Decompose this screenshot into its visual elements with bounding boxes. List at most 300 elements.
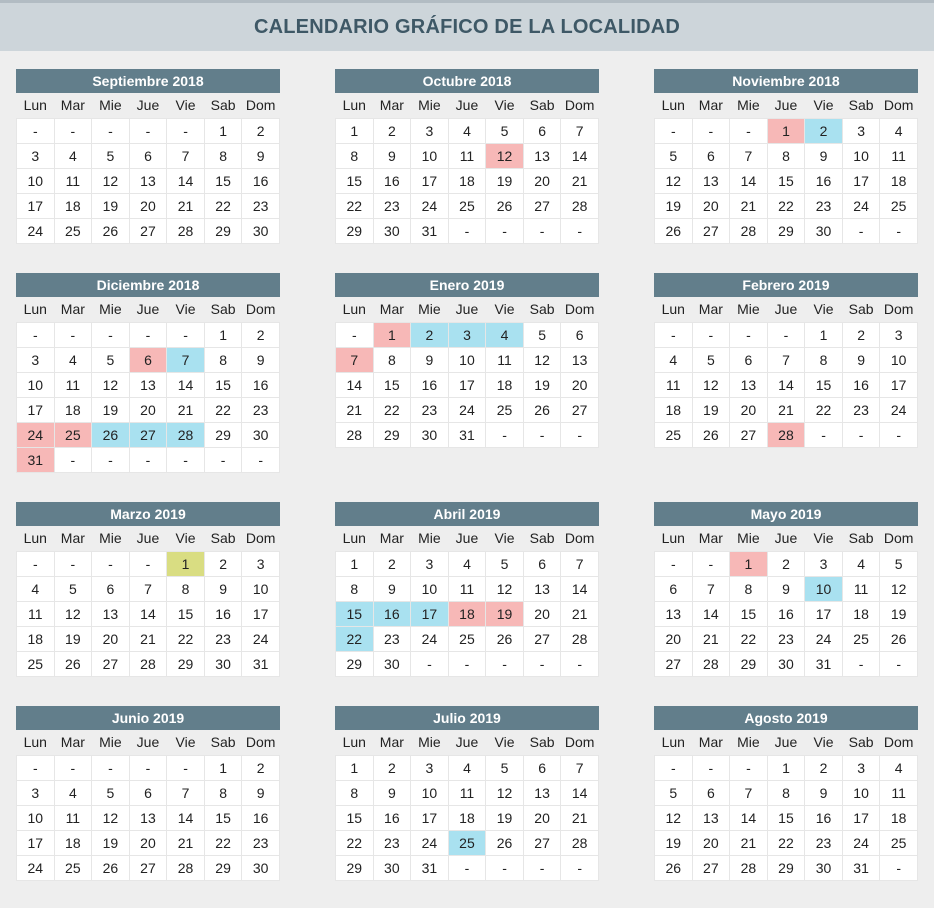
month-title: Mayo 2019 xyxy=(654,502,918,526)
weekday-label: Vie xyxy=(805,297,843,322)
day-cell: 8 xyxy=(336,780,374,805)
weekday-label: Sab xyxy=(842,730,880,755)
day-cell: 12 xyxy=(655,168,693,193)
empty-day-cell: - xyxy=(92,755,130,780)
day-cell: 15 xyxy=(373,372,411,397)
week-row xyxy=(655,168,918,193)
day-cell: 6 xyxy=(655,576,693,601)
week-row xyxy=(17,322,280,347)
week-row xyxy=(655,218,918,243)
day-cell: 4 xyxy=(880,118,918,143)
day-cell: 11 xyxy=(880,143,918,168)
weekday-label: Mar xyxy=(54,730,92,755)
day-cell: 17 xyxy=(842,805,880,830)
week-row xyxy=(17,805,280,830)
day-cell: 3 xyxy=(880,322,918,347)
day-cell: 17 xyxy=(448,372,486,397)
month-table xyxy=(16,297,280,473)
day-cell: 18 xyxy=(448,601,486,626)
day-cell: 8 xyxy=(730,576,768,601)
day-cell: 7 xyxy=(167,347,205,372)
empty-day-cell: - xyxy=(411,651,449,676)
day-cell: 2 xyxy=(242,755,280,780)
weekday-label: Vie xyxy=(805,526,843,551)
day-cell: 6 xyxy=(129,780,167,805)
weekday-label: Dom xyxy=(880,93,918,118)
week-row xyxy=(336,168,599,193)
week-row xyxy=(17,576,280,601)
day-cell: 17 xyxy=(242,601,280,626)
day-cell: 28 xyxy=(730,855,768,880)
day-cell: 20 xyxy=(129,397,167,422)
day-cell: 30 xyxy=(805,855,843,880)
week-row xyxy=(336,626,599,651)
day-cell: 10 xyxy=(242,576,280,601)
day-cell: 18 xyxy=(54,397,92,422)
day-cell: 26 xyxy=(880,626,918,651)
day-cell: 5 xyxy=(523,322,561,347)
day-cell: 21 xyxy=(692,626,730,651)
week-row xyxy=(655,193,918,218)
month-calendar xyxy=(16,69,280,244)
day-cell: 28 xyxy=(561,626,599,651)
empty-day-cell: - xyxy=(880,651,918,676)
day-cell: 14 xyxy=(561,143,599,168)
day-cell: 19 xyxy=(486,601,524,626)
weekday-label: Mar xyxy=(54,526,92,551)
weekday-label: Dom xyxy=(880,730,918,755)
week-row xyxy=(17,143,280,168)
day-cell: 23 xyxy=(805,830,843,855)
day-cell: 30 xyxy=(411,422,449,447)
day-cell: 3 xyxy=(448,322,486,347)
weekday-label: Mie xyxy=(730,297,768,322)
day-cell: 6 xyxy=(523,118,561,143)
day-cell: 24 xyxy=(17,855,55,880)
weekday-label: Vie xyxy=(805,93,843,118)
day-cell: 2 xyxy=(204,551,242,576)
day-cell: 1 xyxy=(336,551,374,576)
empty-day-cell: - xyxy=(730,322,768,347)
day-cell: 17 xyxy=(805,601,843,626)
month-table xyxy=(335,730,599,881)
day-cell: 3 xyxy=(411,755,449,780)
week-row xyxy=(17,218,280,243)
month-table xyxy=(16,526,280,677)
day-cell: 7 xyxy=(561,755,599,780)
day-cell: 11 xyxy=(655,372,693,397)
day-cell: 16 xyxy=(805,168,843,193)
weekday-label: Jue xyxy=(129,730,167,755)
empty-day-cell: - xyxy=(561,218,599,243)
empty-day-cell: - xyxy=(655,755,693,780)
week-row xyxy=(336,651,599,676)
weekday-label: Mar xyxy=(692,93,730,118)
week-row xyxy=(336,601,599,626)
day-cell: 20 xyxy=(129,193,167,218)
day-cell: 18 xyxy=(54,830,92,855)
day-cell: 27 xyxy=(730,422,768,447)
day-cell: 20 xyxy=(730,397,768,422)
weekday-label: Lun xyxy=(655,730,693,755)
day-cell: 18 xyxy=(880,168,918,193)
weekday-label: Sab xyxy=(204,297,242,322)
day-cell: 1 xyxy=(336,118,374,143)
day-cell: 21 xyxy=(167,830,205,855)
weekday-label: Jue xyxy=(129,297,167,322)
weekday-label: Lun xyxy=(655,93,693,118)
month-table xyxy=(16,730,280,881)
day-cell: 24 xyxy=(17,218,55,243)
day-cell: 14 xyxy=(692,601,730,626)
week-row xyxy=(17,855,280,880)
day-cell: 20 xyxy=(129,830,167,855)
month-title: Febrero 2019 xyxy=(654,273,918,297)
day-cell: 11 xyxy=(17,601,55,626)
day-cell: 5 xyxy=(692,347,730,372)
week-row xyxy=(655,855,918,880)
week-row xyxy=(336,855,599,880)
day-cell: 27 xyxy=(655,651,693,676)
weekday-label: Mie xyxy=(411,93,449,118)
week-row xyxy=(655,576,918,601)
week-row xyxy=(17,397,280,422)
weekday-label: Jue xyxy=(767,730,805,755)
weekday-label: Dom xyxy=(880,526,918,551)
month-table xyxy=(16,93,280,244)
weekday-label: Dom xyxy=(242,526,280,551)
week-row xyxy=(17,447,280,472)
empty-day-cell: - xyxy=(129,551,167,576)
weekday-label: Sab xyxy=(523,297,561,322)
day-cell: 19 xyxy=(655,193,693,218)
week-row xyxy=(655,322,918,347)
empty-day-cell: - xyxy=(486,651,524,676)
day-cell: 26 xyxy=(92,422,130,447)
day-cell: 31 xyxy=(411,855,449,880)
day-cell: 19 xyxy=(880,601,918,626)
weekday-label: Mie xyxy=(411,526,449,551)
day-cell: 23 xyxy=(842,397,880,422)
empty-day-cell: - xyxy=(842,422,880,447)
day-cell: 16 xyxy=(204,601,242,626)
day-cell: 28 xyxy=(167,218,205,243)
empty-day-cell: - xyxy=(54,322,92,347)
week-row xyxy=(17,830,280,855)
day-cell: 28 xyxy=(167,422,205,447)
day-cell: 18 xyxy=(842,601,880,626)
day-cell: 22 xyxy=(167,626,205,651)
empty-day-cell: - xyxy=(17,118,55,143)
day-cell: 5 xyxy=(486,118,524,143)
day-cell: 26 xyxy=(54,651,92,676)
weekday-label: Dom xyxy=(561,297,599,322)
empty-day-cell: - xyxy=(54,551,92,576)
day-cell: 11 xyxy=(54,168,92,193)
weekday-label: Jue xyxy=(767,297,805,322)
day-cell: 4 xyxy=(486,322,524,347)
month-calendar xyxy=(335,69,599,244)
day-cell: 15 xyxy=(204,168,242,193)
day-cell: 9 xyxy=(242,780,280,805)
empty-day-cell: - xyxy=(17,551,55,576)
weekday-header-row xyxy=(655,730,918,755)
day-cell: 9 xyxy=(842,347,880,372)
day-cell: 28 xyxy=(561,193,599,218)
empty-day-cell: - xyxy=(129,322,167,347)
week-row xyxy=(655,118,918,143)
day-cell: 30 xyxy=(242,218,280,243)
empty-day-cell: - xyxy=(561,651,599,676)
day-cell: 22 xyxy=(373,397,411,422)
day-cell: 24 xyxy=(880,397,918,422)
day-cell: 13 xyxy=(129,168,167,193)
day-cell: 7 xyxy=(561,551,599,576)
empty-day-cell: - xyxy=(92,551,130,576)
day-cell: 18 xyxy=(486,372,524,397)
day-cell: 10 xyxy=(842,780,880,805)
empty-day-cell: - xyxy=(730,118,768,143)
day-cell: 21 xyxy=(730,193,768,218)
day-cell: 4 xyxy=(54,143,92,168)
empty-day-cell: - xyxy=(561,855,599,880)
week-row xyxy=(17,347,280,372)
day-cell: 11 xyxy=(880,780,918,805)
day-cell: 7 xyxy=(167,143,205,168)
day-cell: 20 xyxy=(92,626,130,651)
weekday-header-row xyxy=(17,93,280,118)
empty-day-cell: - xyxy=(448,855,486,880)
day-cell: 24 xyxy=(411,193,449,218)
weekday-label: Jue xyxy=(448,730,486,755)
month-calendar xyxy=(16,706,280,881)
day-cell: 30 xyxy=(373,651,411,676)
day-cell: 24 xyxy=(842,193,880,218)
month-title: Diciembre 2018 xyxy=(16,273,280,297)
day-cell: 18 xyxy=(880,805,918,830)
month-table xyxy=(654,93,918,244)
day-cell: 27 xyxy=(523,193,561,218)
day-cell: 14 xyxy=(730,168,768,193)
day-cell: 30 xyxy=(242,855,280,880)
weekday-label: Mie xyxy=(92,93,130,118)
day-cell: 10 xyxy=(448,347,486,372)
day-cell: 7 xyxy=(692,576,730,601)
day-cell: 13 xyxy=(730,372,768,397)
month-title: Junio 2019 xyxy=(16,706,280,730)
day-cell: 11 xyxy=(448,576,486,601)
day-cell: 30 xyxy=(805,218,843,243)
month-table xyxy=(335,297,599,448)
day-cell: 17 xyxy=(17,830,55,855)
day-cell: 12 xyxy=(92,168,130,193)
week-row xyxy=(336,576,599,601)
day-cell: 28 xyxy=(692,651,730,676)
month-title: Marzo 2019 xyxy=(16,502,280,526)
week-row xyxy=(17,372,280,397)
day-cell: 4 xyxy=(54,347,92,372)
day-cell: 26 xyxy=(692,422,730,447)
day-cell: 15 xyxy=(767,168,805,193)
weekday-label: Mar xyxy=(692,297,730,322)
day-cell: 12 xyxy=(486,576,524,601)
weekday-label: Dom xyxy=(561,93,599,118)
weekday-label: Lun xyxy=(17,93,55,118)
weekday-header-row xyxy=(655,526,918,551)
month-table xyxy=(654,526,918,677)
day-cell: 20 xyxy=(655,626,693,651)
page-title: CALENDARIO GRÁFICO DE LA LOCALIDAD xyxy=(253,15,681,38)
day-cell: 15 xyxy=(336,168,374,193)
weekday-label: Jue xyxy=(129,526,167,551)
week-row xyxy=(17,168,280,193)
day-cell: 13 xyxy=(129,372,167,397)
day-cell: 10 xyxy=(17,168,55,193)
day-cell: 17 xyxy=(411,805,449,830)
day-cell: 14 xyxy=(561,780,599,805)
day-cell: 27 xyxy=(692,855,730,880)
day-cell: 13 xyxy=(129,805,167,830)
month-table xyxy=(654,730,918,881)
day-cell: 9 xyxy=(411,347,449,372)
month-table xyxy=(654,297,918,448)
week-row xyxy=(655,551,918,576)
day-cell: 16 xyxy=(242,372,280,397)
weekday-label: Dom xyxy=(242,93,280,118)
day-cell: 7 xyxy=(730,780,768,805)
day-cell: 2 xyxy=(805,755,843,780)
day-cell: 18 xyxy=(17,626,55,651)
empty-day-cell: - xyxy=(17,755,55,780)
day-cell: 22 xyxy=(767,193,805,218)
weekday-label: Vie xyxy=(167,297,205,322)
weekday-label: Lun xyxy=(17,297,55,322)
day-cell: 21 xyxy=(129,626,167,651)
day-cell: 21 xyxy=(730,830,768,855)
week-row xyxy=(17,551,280,576)
day-cell: 3 xyxy=(842,118,880,143)
day-cell: 6 xyxy=(561,322,599,347)
day-cell: 1 xyxy=(805,322,843,347)
day-cell: 9 xyxy=(767,576,805,601)
day-cell: 24 xyxy=(411,830,449,855)
day-cell: 3 xyxy=(17,780,55,805)
day-cell: 26 xyxy=(486,193,524,218)
empty-day-cell: - xyxy=(880,855,918,880)
month-title: Noviembre 2018 xyxy=(654,69,918,93)
week-row xyxy=(336,551,599,576)
weekday-label: Vie xyxy=(805,730,843,755)
day-cell: 21 xyxy=(561,168,599,193)
day-cell: 22 xyxy=(336,830,374,855)
day-cell: 11 xyxy=(448,143,486,168)
weekday-label: Dom xyxy=(561,526,599,551)
day-cell: 4 xyxy=(448,551,486,576)
day-cell: 31 xyxy=(448,422,486,447)
day-cell: 23 xyxy=(204,626,242,651)
empty-day-cell: - xyxy=(129,755,167,780)
month-calendar xyxy=(654,706,918,881)
week-row xyxy=(336,372,599,397)
empty-day-cell: - xyxy=(842,218,880,243)
day-cell: 11 xyxy=(54,805,92,830)
day-cell: 13 xyxy=(692,805,730,830)
day-cell: 29 xyxy=(167,651,205,676)
weekday-label: Jue xyxy=(767,93,805,118)
day-cell: 13 xyxy=(561,347,599,372)
day-cell: 21 xyxy=(561,601,599,626)
empty-day-cell: - xyxy=(92,447,130,472)
day-cell: 26 xyxy=(655,218,693,243)
week-row xyxy=(655,755,918,780)
empty-day-cell: - xyxy=(880,218,918,243)
day-cell: 28 xyxy=(730,218,768,243)
week-row xyxy=(655,830,918,855)
day-cell: 24 xyxy=(411,626,449,651)
day-cell: 10 xyxy=(411,576,449,601)
weekday-label: Vie xyxy=(167,526,205,551)
day-cell: 29 xyxy=(204,855,242,880)
day-cell: 22 xyxy=(204,830,242,855)
empty-day-cell: - xyxy=(805,422,843,447)
day-cell: 29 xyxy=(204,218,242,243)
day-cell: 6 xyxy=(730,347,768,372)
weekday-label: Dom xyxy=(242,297,280,322)
day-cell: 19 xyxy=(92,397,130,422)
day-cell: 25 xyxy=(448,830,486,855)
empty-day-cell: - xyxy=(92,322,130,347)
day-cell: 17 xyxy=(842,168,880,193)
weekday-label: Mar xyxy=(54,93,92,118)
weekday-label: Jue xyxy=(767,526,805,551)
day-cell: 23 xyxy=(242,193,280,218)
day-cell: 15 xyxy=(805,372,843,397)
weekday-label: Mar xyxy=(373,730,411,755)
day-cell: 14 xyxy=(561,576,599,601)
day-cell: 5 xyxy=(92,347,130,372)
day-cell: 22 xyxy=(204,397,242,422)
day-cell: 27 xyxy=(129,218,167,243)
day-cell: 20 xyxy=(523,168,561,193)
day-cell: 23 xyxy=(242,830,280,855)
weekday-label: Sab xyxy=(523,526,561,551)
weekday-label: Dom xyxy=(242,730,280,755)
empty-day-cell: - xyxy=(17,322,55,347)
day-cell: 1 xyxy=(767,118,805,143)
day-cell: 12 xyxy=(655,805,693,830)
day-cell: 26 xyxy=(523,397,561,422)
weekday-header-row xyxy=(336,297,599,322)
weekday-label: Mar xyxy=(373,526,411,551)
day-cell: 11 xyxy=(842,576,880,601)
weekday-header-row xyxy=(17,526,280,551)
day-cell: 5 xyxy=(655,143,693,168)
day-cell: 15 xyxy=(767,805,805,830)
empty-day-cell: - xyxy=(842,651,880,676)
day-cell: 1 xyxy=(767,755,805,780)
day-cell: 19 xyxy=(692,397,730,422)
day-cell: 23 xyxy=(373,626,411,651)
day-cell: 27 xyxy=(129,422,167,447)
weekday-header-row xyxy=(336,526,599,551)
weekday-label: Jue xyxy=(448,526,486,551)
month-calendar xyxy=(16,502,280,677)
day-cell: 8 xyxy=(805,347,843,372)
weekday-label: Lun xyxy=(336,93,374,118)
day-cell: 1 xyxy=(167,551,205,576)
day-cell: 6 xyxy=(692,143,730,168)
month-calendar xyxy=(654,273,918,448)
